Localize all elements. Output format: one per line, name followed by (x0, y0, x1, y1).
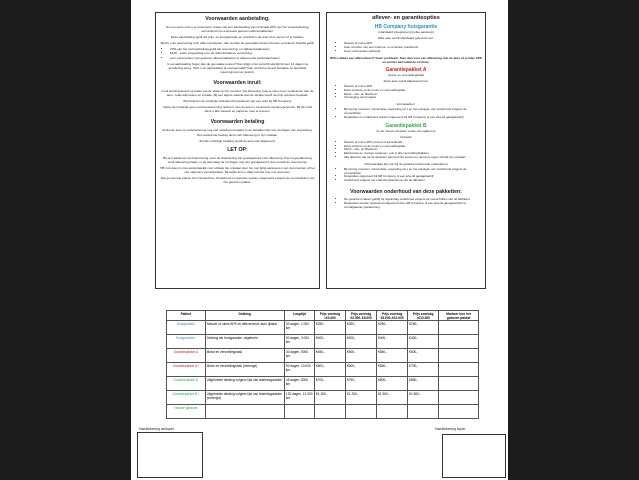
column-header: Prijs voertuig >€10.000 (408, 311, 439, 321)
package-name-cell: Garantiepakket B (167, 377, 206, 391)
column-header: Prijs voertuig €5.000–€10.000 (377, 311, 408, 321)
table-row (167, 321, 479, 335)
list-item: • Geen extra kosten achteraf (344, 50, 482, 54)
attention-title: LET OP: (227, 146, 248, 153)
price-cell: €800,- (377, 377, 408, 391)
price-cell: €400,- (408, 335, 439, 349)
list-item: • €100,- vaste vergoeding voor de administratieve verwerking; (170, 51, 315, 55)
buyer-signature-label: Handtekening koper (435, 427, 466, 431)
list-item: • voor extra kosten van gekozen afleverpakketten of uitgevoerde werkzaamheden. (170, 56, 315, 60)
list-item: • De garantie is alleen geldig bij regelmatig onderhoud volgens de voorschriften van de fabrikant. (344, 198, 482, 202)
select-package-cell[interactable] (439, 377, 479, 391)
price-cell: €550,- (377, 349, 408, 363)
select-package-cell[interactable] (439, 405, 479, 419)
coverage-cell: Motor en versnellingsbak (verlengd) (205, 363, 284, 377)
coverage-cell (205, 405, 284, 419)
attention-text: Alle genoemde prijzen zijn inclusief btw. Onderhoud en garantie worden uitgevoerd volgens de voorwaarden van het gekozen pakket. (160, 176, 315, 185)
maintenance-title: Voorwaarden onderhoud van deze pakketten: (350, 189, 462, 196)
select-package-cell[interactable] (439, 335, 479, 349)
select-package-cell[interactable] (439, 321, 479, 335)
select-package-cell[interactable] (439, 391, 479, 405)
list-item: • Elektronica en overige systemen, ook in alle versnellingsbakken (344, 152, 482, 156)
package-name-cell: Garantiepakket A+ (167, 363, 206, 377)
package-b-conditions-list (344, 168, 482, 183)
deposit-terms-text: Is uw aanbetaling hoger dan de gemaakte kosten? Dan krijgt u het verschil uiterlijk binnen 14 dagen na annulering terug. Hebt u de aanbetaling al overgemaakt? Dan wordt het teveel betaalde op hetzelfde rekeningnummer gestort. (166, 61, 309, 74)
price-cell: €600,- (408, 349, 439, 363)
seller-signature-label: Handtekening verkoper (139, 427, 175, 431)
pricing-table (166, 310, 479, 419)
price-cell: €1.150,- (314, 391, 345, 405)
select-package-cell[interactable] (439, 363, 479, 377)
house-warranty-subtitle: Elke auto wordt standaard geleverd met: (378, 36, 434, 41)
price-cell: €600,- (346, 363, 377, 377)
column-header: Looptijd (284, 311, 314, 321)
price-cell: €850,- (408, 377, 439, 391)
list-item: • Alle defecten die na de aankoop aan het licht komen en niet door eigen schuld zijn ontstaan (344, 156, 482, 160)
price-cell (314, 405, 345, 419)
column-header: Prijs voertuig €3.000–€5.000 (346, 311, 377, 321)
package-name-cell: Garantiepakket A (167, 349, 206, 363)
list-item: • Vervanging van bougies (344, 96, 482, 100)
package-a-subtitle: (motor en versnellingsbak) (387, 72, 425, 77)
price-cell: €750,- (346, 377, 377, 391)
price-cell: €1.250,- (346, 391, 377, 405)
price-cell: €700,- (408, 363, 439, 377)
list-item: • Extra controle op de motor en versnellingsbak (344, 145, 482, 149)
trade-in-text: Inruil wordt geleverd op basis van de staat op het moment. Na aflevering mag er niets meer veranderen aan de auto, zoals kilometers en schade. Bij een lagere waarde dan de taxatie wordt de prijs opnieuw bepaald. (161, 88, 314, 98)
list-item: • Motor-, olie- en filterbeurt (344, 93, 482, 97)
price-cell: €250,- (377, 321, 408, 335)
coverage-cell: Uitgebreide dekking volgens lijst van fabrieksgarantie (verlengd) (205, 391, 284, 405)
price-cell: €1.500,- (408, 391, 439, 405)
coverage-cell: Uitgebreide dekking volgens lijst van fabrieksgarantie (205, 377, 284, 391)
coverage-cell: Nieuwe of ruime APK en afleverbeurt, auto rijklaar (205, 321, 284, 335)
coverage-cell: Motor en versnellingsbak (205, 349, 284, 363)
list-item: • Nieuwe of ruime APK (recent of aanvullend) (344, 141, 482, 145)
package-a-conditions-label: Voorwaarden: (396, 102, 416, 107)
package-name-cell: Huisgarantie (167, 321, 206, 335)
package-name-cell: Nieuwe garantie (167, 405, 206, 419)
table-row (167, 363, 479, 377)
package-name-cell: Huisgarantie+ (167, 335, 206, 349)
price-cell: €250,- (314, 321, 345, 335)
column-header: Prijs voertuig <€3.000 (314, 311, 345, 321)
list-item: • Reparaties worden uitsluitend uitgevoerd door HB Company of een erkend garagebedrijf na voorafgaande goedkeuring. (344, 202, 482, 210)
deposit-terms-text: Deze aanbetaling geldt als prijs- en koopgarantie en verplicht u de auto af te nemen of te betalen. (170, 35, 305, 40)
package-a-title: Garantiepakket A (385, 66, 427, 73)
package-b-subtitle: (is de meest complete versie van pakket A) (376, 128, 436, 133)
deposit-terms-list (170, 47, 315, 59)
house-warranty-list (344, 42, 482, 53)
table-row (167, 377, 479, 391)
payment-text: Zodra de auto na ondertekening nog niet volledig is betaald, is de betaaltermijn van 14 dagen van toepassing. Het resterende bedrag dient vóór aflevering te zijn voldaan. (162, 128, 313, 137)
price-cell: €400,- (346, 335, 377, 349)
term-cell: 90 dagen, 10.000 km (284, 363, 314, 377)
price-cell: €500,- (314, 363, 345, 377)
list-item: • Nieuwe of ruime APK (344, 42, 482, 46)
list-item: • Onderhoud volgens het onderhoudsschema van de fabrikant (344, 179, 482, 183)
column-header: Markeer hier het gekozen pakket (439, 311, 479, 321)
price-cell: €650,- (377, 363, 408, 377)
attention-text: HB Company is niet aansprakelijk voor schade die ontstaat door het niet tijdig aanleveren van documenten of het niet nakomen van afspraken. Bij twijfel kunt u altijd contact met ons opnemen. (160, 165, 315, 174)
buyer-signature-field[interactable] (442, 434, 506, 478)
column-header: Dekking (205, 311, 284, 321)
trade-in-text: Wij hanteren de inruilprijs uitsluitend bij aankoop van een auto bij HB Company. (183, 99, 292, 104)
house-warranty-title: HB Company huisgarantie (374, 24, 438, 30)
package-name-cell: Garantiepakket B+ (167, 391, 206, 405)
coverage-cell: Dekking als Huisgarantie, uitgebreid (205, 335, 284, 349)
conditions-panel (155, 12, 320, 289)
list-item: • Reparaties en onderhoud worden uitgevoerd bij HB Company of een erkend garagebedrijf (344, 116, 482, 120)
deposit-terms-text: Mocht u de reservering toch willen annuleren, dan worden de gemaakte kosten hiervan verrekend. Daarbij geldt: (160, 41, 315, 46)
list-item: • 20% van het verkoopbedrag geldt als reservering- en rijklaarmaakkosten; (170, 47, 315, 51)
price-cell: €250,- (346, 321, 377, 335)
term-cell: 90 dagen, 3.000 km (284, 335, 314, 349)
package-b-list (344, 141, 482, 160)
price-cell (346, 405, 377, 419)
table-row (167, 335, 479, 349)
list-item: • Auto voorzien van een interieur- en exterieur poetsbeurt (344, 46, 482, 50)
warranty-options-title: aflever- en garantieopties (372, 15, 440, 21)
seller-signature-field[interactable] (137, 432, 203, 478)
table-row (167, 405, 479, 419)
price-cell: €400,- (314, 335, 345, 349)
trade-in-text: Indien de inruilprijs geen overeenstemming oplevert, kan de auto in commissie worden genomen. Bij de inruil dient u alle sleutels en papieren mee te leveren. (162, 105, 313, 114)
warranty-options-panel (326, 12, 486, 289)
price-cell: €500,- (346, 349, 377, 363)
table-body (167, 321, 479, 419)
list-item: • Reparaties uitgevoerd bij HB Company of een erkend garagebedrijf (344, 175, 482, 179)
list-item: • Nieuwe of ruime APK (344, 85, 482, 89)
attention-text: Bij een aankoop met financiering moet de financiering zijn goedgekeurd vóór aflevering. Pas na goedkeuring vindt aflevering plaats. Is de aanvraag na 14 dagen nog niet goedgekeurd, dan vervalt de reservering. (163, 155, 312, 164)
payment-text: Zonder volledige betaling wordt de auto niet afgeleverd. (199, 138, 276, 143)
column-header: Pakket (167, 311, 206, 321)
maintenance-list (344, 198, 482, 209)
term-cell: 30 dagen, 1.000 km (284, 321, 314, 335)
price-cell: €450,- (314, 349, 345, 363)
payment-title: Voorwaarden betaling (210, 119, 265, 126)
list-item: • Extra controle op de motor en versnellingsbak (344, 89, 482, 93)
list-item: • Bij storing (motoren, transmissie, koppeling etc.) en het opvolgen van onderhoud volgens de voorschriften (344, 108, 482, 116)
package-a-list (344, 85, 482, 100)
term-cell: 120 dagen, 12.000 km (284, 391, 314, 405)
price-cell (377, 405, 408, 419)
package-a-conditions-list (344, 108, 482, 119)
deposit-terms-text: Om een auto voor u te reserveren vragen wij een aanbetaling van minimaal 20% van het verkoopbedrag, verminderd met eventueel gekozen afleverpakketten. (165, 25, 310, 34)
package-b-subtitle: Inclusief: (399, 134, 413, 139)
price-cell (408, 405, 439, 419)
term-cell (284, 405, 314, 419)
package-b-note: (Afzonderlijke lijst van bij de garantie behorende onderdelen) (364, 161, 448, 166)
price-cell: €1.300,- (377, 391, 408, 405)
table-row (167, 349, 479, 363)
price-cell: €250,- (408, 321, 439, 335)
term-cell: 30 dagen, 5000 km (284, 349, 314, 363)
select-package-cell[interactable] (439, 349, 479, 363)
deposit-terms-title: Voorwaarden aanbetaling: (205, 16, 270, 22)
table-header-row (167, 311, 479, 321)
house-warranty-note: Wilt u alleen een afleverbeurt? Geen probleem. Kies dan voor een aflevering met de auto af zonder APK en zonder aanvullende controle. (330, 55, 483, 64)
house-warranty-subtitle: (standaard inbegrepen bij elke aankoop) (378, 30, 434, 34)
table-row (167, 391, 479, 405)
price-cell: €400,- (377, 335, 408, 349)
package-b-title: Garantiepakket B (385, 122, 427, 129)
list-item: • Motor-, olie- en filterbeurt (344, 148, 482, 152)
term-cell: 45 dagen, 5000 km (284, 377, 314, 391)
document-page (131, 0, 508, 480)
trade-in-title: Voorwaarden inruil: (213, 79, 262, 86)
list-item: • Bij storing (motoren, transmissie, koppeling etc.) en het opvolgen van onderhoud volgens de voorschriften (344, 168, 482, 176)
price-cell: €700,- (314, 377, 345, 391)
package-a-subtitle: Deze auto wordt afgeleverd met: (383, 78, 429, 83)
